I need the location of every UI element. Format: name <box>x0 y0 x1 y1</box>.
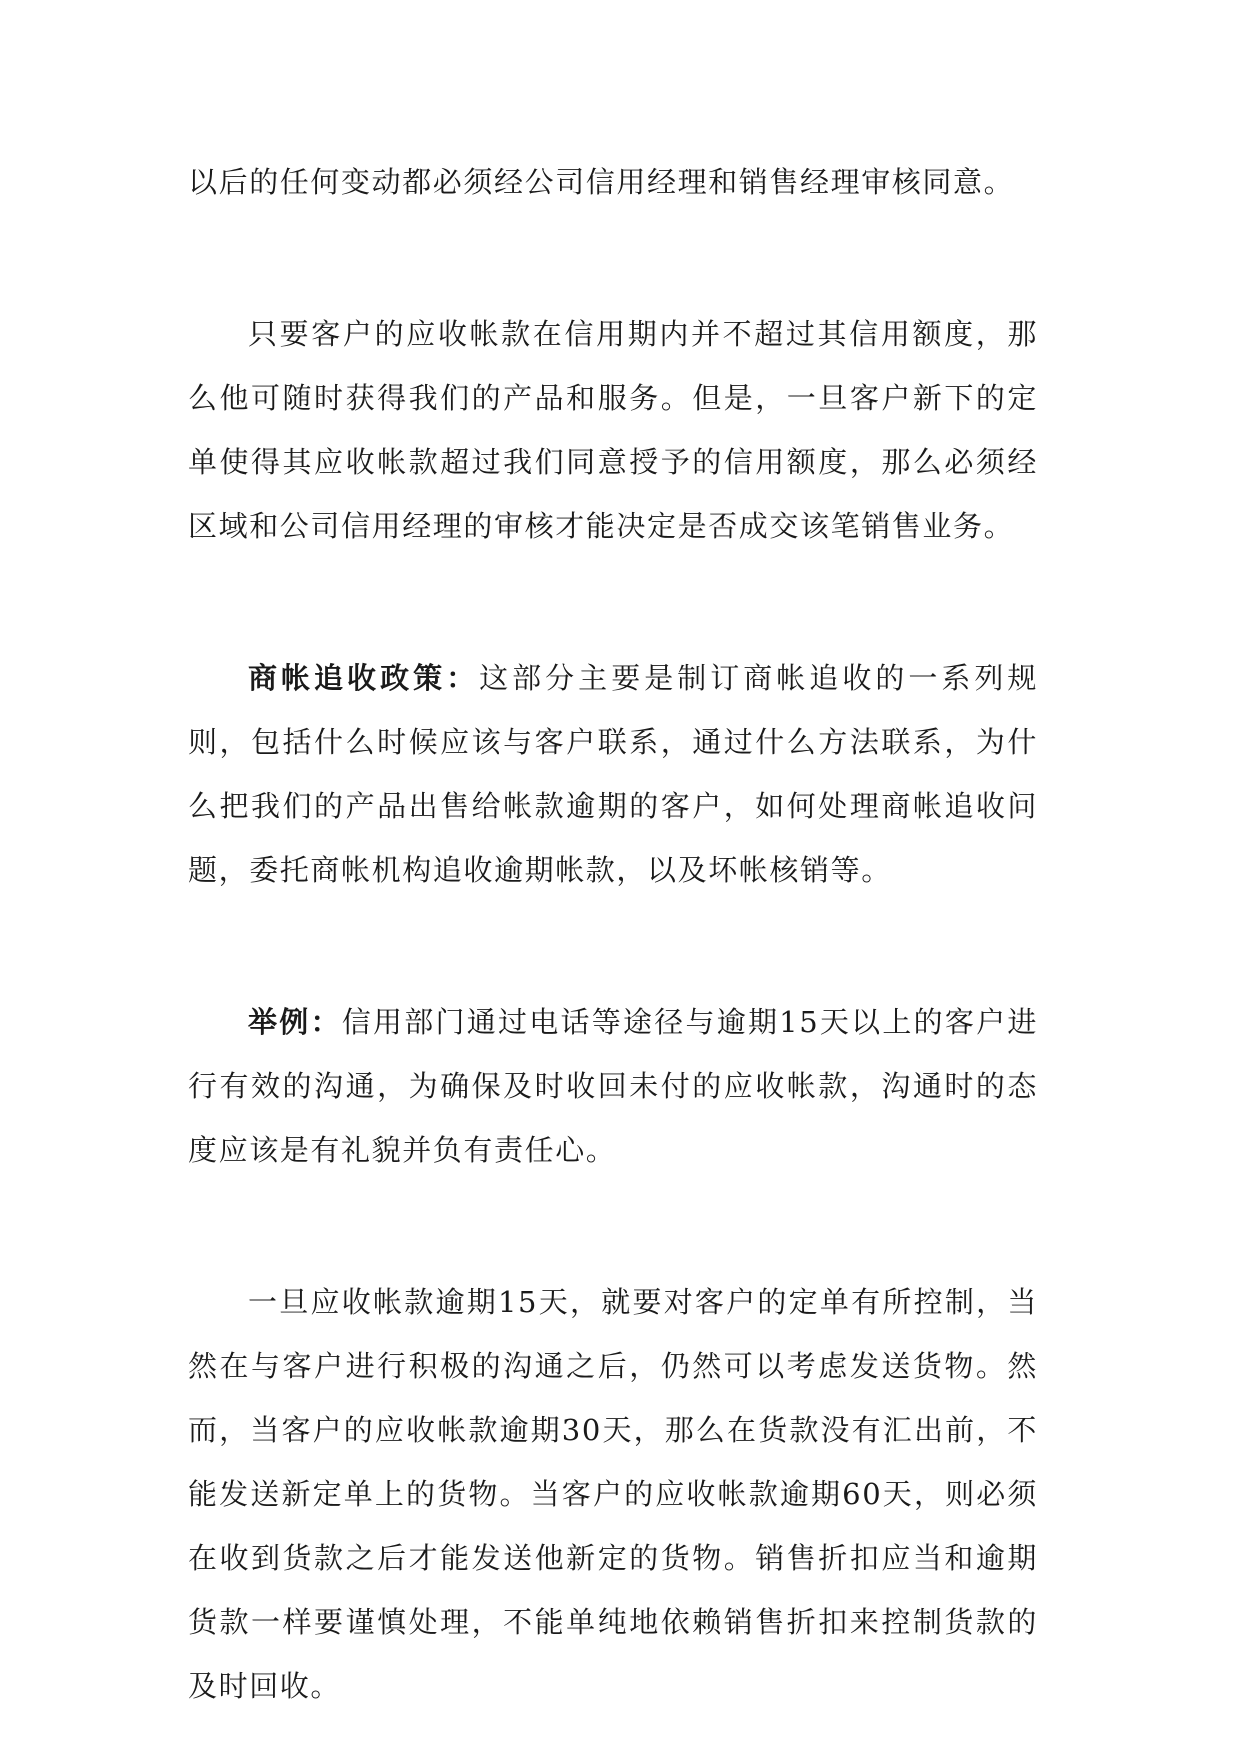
paragraph-4-text: 信用部门通过电话等途径与逾期15天以上的客户进行有效的沟通，为确保及时收回未付的应收帐款，沟通时的态度应该是有礼貌并负有责任心。 <box>188 1005 1039 1167</box>
paragraph-2 <box>188 302 1038 558</box>
paragraph-2-text: 只要客户的应收帐款在信用期内并不超过其信用额度，那么他可随时获得我们的产品和服务。但是，一旦客户新下的定单使得其应收帐款超过我们同意授予的信用额度，那么必须经区域和公司信用经理的审核才能决定是否成交该笔销售业务。 <box>188 317 1038 543</box>
paragraph-5-text: 一旦应收帐款逾期15天，就要对客户的定单有所控制，当然在与客户进行积极的沟通之后，仍然可以考虑发送货物。然而，当客户的应收帐款逾期30天，那么在货款没有汇出前，不能发送新定单上的货物。当客户的应收帐款逾期60天，则必须在收到货款之后才能发送他新定的货物。销售折扣应当和逾期货款一样要谨慎处理，不能单纯地依赖销售折扣来控制货款的及时回收。 <box>188 1285 1038 1703</box>
paragraph-3-text: 这部分主要是制订商帐追收的一系列规则，包括什么时候应该与客户联系，通过什么方法联系，为什么把我们的产品出售给帐款逾期的客户，如何处理商帐追收问题，委托商帐机构追收逾期帐款，以及坏帐核销等。 <box>188 661 1038 887</box>
paragraph-spacer <box>188 214 1038 302</box>
paragraph-3 <box>188 646 1038 902</box>
paragraph-1 <box>188 150 1038 214</box>
document-page <box>188 150 1038 1718</box>
paragraph-3-lead: 商帐追收政策： <box>248 661 480 695</box>
paragraph-spacer <box>188 558 1038 646</box>
paragraph-spacer <box>188 902 1038 990</box>
paragraph-1-text: 以后的任何变动都必须经公司信用经理和销售经理审核同意。 <box>188 165 1015 199</box>
paragraph-spacer <box>188 1182 1038 1270</box>
paragraph-4-lead: 举例： <box>248 1005 342 1039</box>
paragraph-4 <box>188 990 1038 1182</box>
paragraph-5 <box>188 1270 1038 1718</box>
